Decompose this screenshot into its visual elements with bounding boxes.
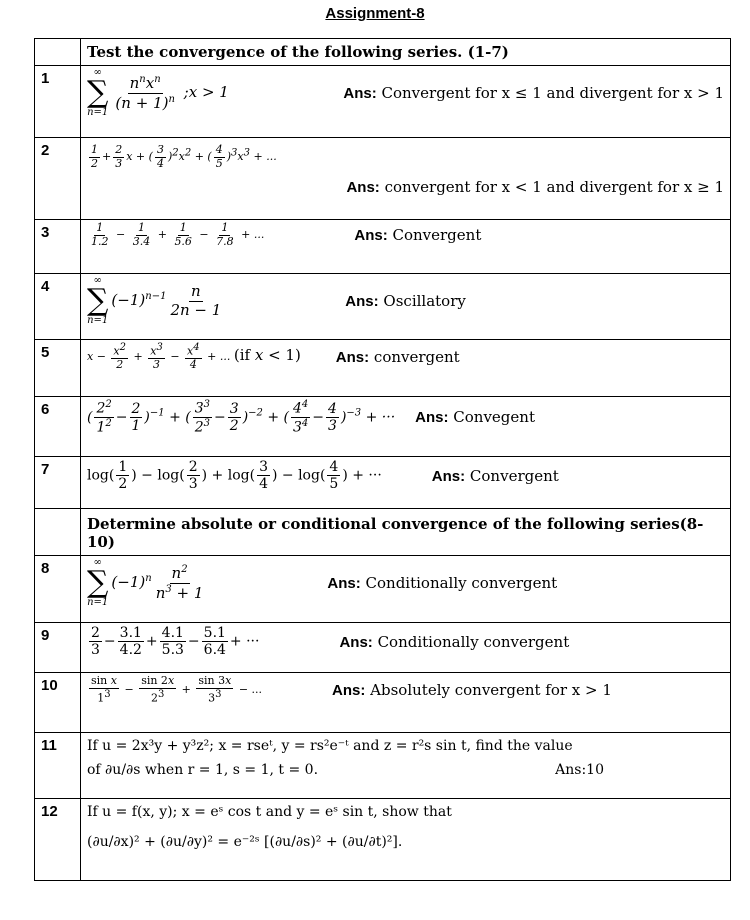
- problem-row: [35, 66, 731, 138]
- problem-text: If u = f(x, y); x = eˢ cos t and y = eˢ sin t, show that: [87, 804, 452, 820]
- answer: Ans: convergent: [335, 347, 460, 366]
- problem-text: (∂u/∂x)² + (∂u/∂y)² = e⁻²ˢ [(∂u/∂s)² + (∂u/∂t)²].: [87, 834, 403, 850]
- answer: Ans: Oscillatory: [345, 292, 466, 310]
- problem-number: 10: [35, 673, 81, 733]
- answer: Ans: Conditionally convergent: [339, 632, 570, 651]
- problem-row: [35, 673, 731, 733]
- answer: Ans: Convegent: [415, 408, 535, 427]
- problem-row: [35, 397, 731, 457]
- problem-row: [35, 220, 731, 274]
- assignment-table: [34, 38, 731, 881]
- problem-row: [35, 138, 731, 220]
- problem-number: 7: [35, 457, 81, 509]
- section-heading: Determine absolute or conditional convergence of the following series(8-10): [81, 509, 731, 556]
- problem-expression: $\frac{1}{1.2}$ − $\frac{1}{3.4}$ + $\frac{1}{5.6}$ − $\frac{1}{7.8}$ + ...: [91, 221, 265, 248]
- problem-number: 8: [35, 556, 81, 623]
- problem-number: 6: [35, 397, 81, 457]
- answer: Ans: convergent for x < 1 and divergent for x ≥ 1: [346, 178, 724, 197]
- problem-row: [35, 799, 731, 881]
- problem-text: If u = 2x³y + y³z²; x = rseᵗ, y = rs²e⁻ᵗ and z = r²s sin t, find the value: [87, 738, 573, 754]
- problem-expression: $\frac{2}{3}$ − $\frac{3.1}{4.2}$ + $\frac{4.1}{5.3}$ − $\frac{5.1}{6.4}$ + ···: [91, 625, 260, 659]
- problem-expression: log( $\frac{1}{2}$ ) − log( $\frac{2}{3}$ ) + log( $\frac{3}{4}$ ) − log( $\frac{4}{5}$ ) + ···: [87, 459, 382, 493]
- answer: Ans: Convergent: [431, 466, 559, 485]
- problem-row: [35, 274, 731, 340]
- answer: Ans: Convergent for x ≤ 1 and divergent for x > 1: [343, 84, 724, 102]
- problem-number: 9: [35, 623, 81, 673]
- problem-row: [35, 340, 731, 397]
- answer: Ans: Absolutely convergent for x > 1: [332, 680, 612, 699]
- problem-expression: ∞ ∑ n=1 $(-1)^n$ $\frac{n^2}{n^3 + 1}$: [87, 557, 204, 608]
- problem-number: 3: [35, 220, 81, 274]
- problem-text: of ∂u/∂s when r = 1, s = 1, t = 0.: [87, 762, 319, 778]
- answer: Ans:10: [555, 762, 604, 778]
- problem-number: 1: [35, 66, 81, 138]
- problem-number: 12: [35, 799, 81, 881]
- section-row: [35, 509, 731, 556]
- problem-row: [35, 457, 731, 509]
- problem-expression: $\frac{\text{sin x}}{1^3}$ − $\frac{\sin 2x}{2^3}$ + $\frac{\sin 3x}{3^3}$ − ...: [91, 674, 263, 705]
- problem-row: [35, 556, 731, 623]
- problem-expression: ( $\frac{2^2}{1^2}$ − $\frac{2}{1}$ )$^{-1}$ + ( $\frac{3^3}{2^3}$ − $\frac{3}{2}$ )$^{-2}$ + ( $\frac{4^4}{3^4}$ − $\frac{4}{3}$ )$^{-3}$ + ···: [87, 399, 396, 436]
- answer: Ans: Convergent: [354, 226, 482, 245]
- problem-expression: ∞ ∑ n=1 $(-1)^{n-1}$ $\frac{n}{2n - 1}$: [87, 275, 222, 326]
- problem-expression: x − $\frac{x^2}{2}$ + $\frac{x^3}{3}$ − $\frac{x^4}{4}$ + ... (if x < 1): [87, 342, 301, 372]
- problem-row: [35, 623, 731, 673]
- problem-expression: $\frac{1}{2}$ + $\frac{2}{3}$ x + ( $\frac{3}{4}$ )$^2x^2$ + ( $\frac{4}{5}$ )$^3x^3$ + ...: [91, 143, 277, 170]
- section-row: [35, 39, 731, 66]
- section-heading: Test the convergence of the following series. (1-7): [81, 39, 731, 66]
- problem-number: 4: [35, 274, 81, 340]
- page-title: Assignment-8: [325, 5, 425, 22]
- problem-row: [35, 733, 731, 799]
- answer: Ans: Conditionally convergent: [327, 574, 558, 592]
- problem-number: 2: [35, 138, 81, 220]
- problem-expression: ∞ ∑ n=1 $\frac{n^nx^n}{(n + 1)^n}$ ;x > 1: [87, 67, 229, 118]
- problem-number: 11: [35, 733, 81, 799]
- problem-number: 5: [35, 340, 81, 397]
